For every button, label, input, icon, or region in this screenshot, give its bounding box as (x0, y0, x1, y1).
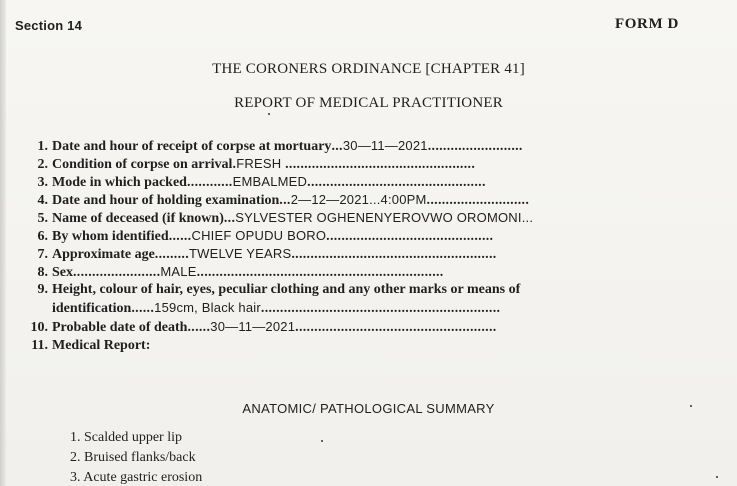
item-number: 7. (37, 247, 48, 262)
item-exam-date: 4. Date and hour of holding examination...2—12—2021...4:00PM........................... (30, 191, 529, 209)
item-number: 3. (37, 175, 48, 190)
item-number: 10. (30, 320, 48, 335)
item-death-date: 10. Probable date of death......30—11—2021..................................................... (30, 319, 497, 335)
item-label: Date and hour of holding examination (52, 193, 280, 208)
item-label: Height, colour of hair, eyes, peculiar clothing and any other marks or means of (52, 282, 521, 297)
item-label: Sex (52, 265, 73, 280)
item-value: FRESH (236, 156, 282, 171)
finding-text: Scalded upper lip (84, 430, 182, 445)
finding-text: Bruised flanks/back (84, 450, 196, 465)
item-label: Approximate age (52, 247, 155, 262)
item-condition: 2. Condition of corpse on arrival.FRESH .................................................. (30, 155, 475, 173)
item-value: TWELVE YEARS (189, 246, 292, 261)
item-packing: 3. Mode in which packed............EMBALMED............................................... (30, 173, 486, 191)
scan-speck (690, 405, 692, 407)
item-label: Date and hour of receipt of corpse at mortuary (52, 139, 332, 154)
finding-item (70, 430, 182, 446)
item-sex: 8. Sex.......................MALE................................................................. (30, 263, 444, 281)
item-value: 2—12—2021...4:00PM (290, 192, 427, 207)
scan-speck (716, 476, 718, 478)
summary-heading: ANATOMIC/ PATHOLOGICAL SUMMARY (242, 401, 495, 416)
item-receipt-date: 1. Date and hour of receipt of corpse at mortuary...30—11—2021......................... (30, 137, 523, 155)
item-label: identification (52, 301, 132, 316)
ordinance-title: THE CORONERS ORDINANCE [CHAPTER 41] (212, 61, 525, 77)
item-number: 2. (37, 157, 48, 172)
item-label: Medical Report: (52, 338, 151, 353)
item-label: Name of deceased (if known) (52, 211, 224, 226)
scan-speck (268, 113, 270, 115)
item-medical-report (30, 337, 150, 354)
item-number: 11. (31, 338, 48, 353)
section-label: Section 14 (15, 18, 83, 33)
item-label: Mode in which packed (52, 175, 187, 190)
scan-speck (321, 440, 323, 442)
form-label: FORM D (614, 16, 679, 32)
item-label: Probable date of death (52, 320, 188, 335)
item-number: 4. (37, 193, 48, 208)
item-description-cont: identification......159cm, Black hair............................................................... (52, 300, 501, 316)
finding-item (70, 450, 196, 466)
item-number: 1. (37, 139, 48, 154)
item-value: 30—11—2021 (210, 319, 296, 334)
item-number: 8. (37, 265, 48, 280)
item-deceased-name: 5. Name of deceased (if known)...SYLVESTER OGHENENYEROVWO OROMONI... (30, 209, 533, 227)
item-identified-by: 6. By whom identified......CHIEF OPUDU BORO............................................ (30, 227, 493, 245)
item-value: 159cm, Black hair (154, 300, 261, 315)
item-label: Condition of corpse on arrival (52, 157, 233, 172)
finding-text: Acute gastric erosion (83, 470, 203, 485)
item-label: By whom identified (52, 229, 169, 244)
item-value: EMBALMED (232, 174, 308, 189)
report-title: REPORT OF MEDICAL PRACTITIONER (234, 95, 503, 111)
item-value: MALE (160, 264, 197, 279)
finding-number: 2. (70, 450, 81, 465)
item-age: 7. Approximate age.........TWELVE YEARS...................................................... (30, 245, 497, 263)
finding-number: 3. (70, 470, 81, 485)
item-number: 6. (37, 229, 48, 244)
item-value: CHIEF OPUDU BORO (191, 228, 327, 243)
finding-number: 1. (70, 430, 81, 445)
item-number: 5. (37, 211, 48, 226)
finding-item (70, 470, 202, 486)
item-value: SYLVESTER OGHENENYEROVWO OROMONI... (235, 210, 534, 225)
item-value: 30—11—2021 (342, 138, 428, 153)
item-number: 9. (37, 282, 48, 297)
item-description (30, 281, 520, 298)
